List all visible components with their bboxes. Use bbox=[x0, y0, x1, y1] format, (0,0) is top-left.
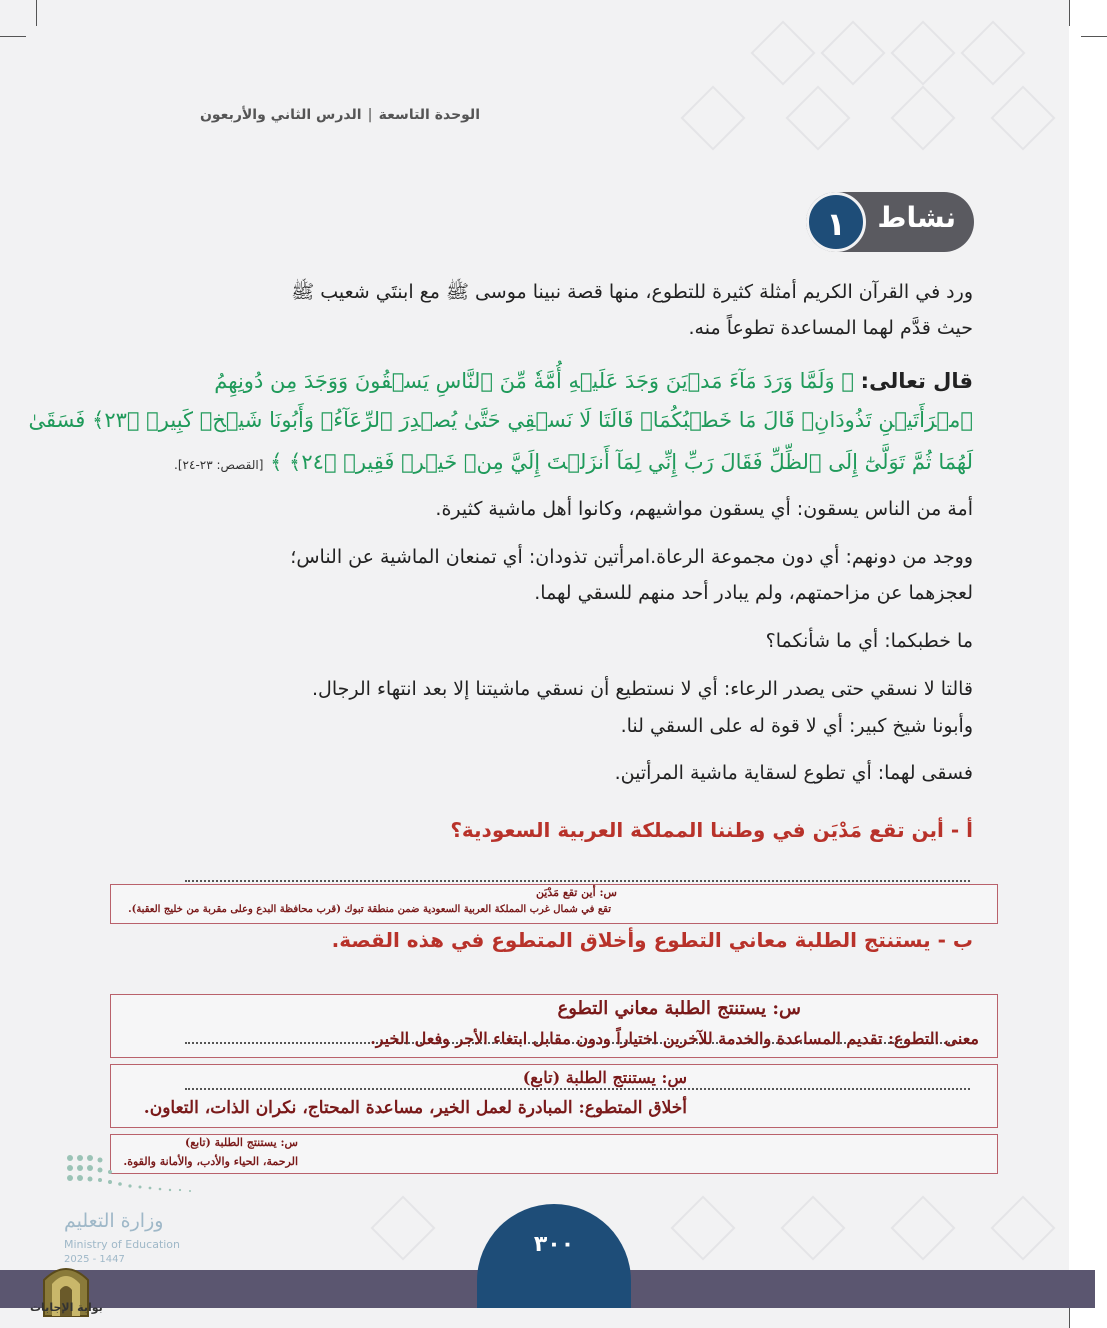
activity-number: ١ bbox=[806, 192, 866, 252]
answer-box-b1 bbox=[110, 994, 998, 1058]
quran-verse-2: ٱمۡرَأَتَيۡنِ تَذُودَانِۖ قَالَ مَا خَطۡبُكُمَاۖ قَالَتَا لَا نَسۡقِي حَتَّىٰ يُصۡدِرَ ٱلرِّعَآءُۖ وَأَبُونَا شَيۡخٞ كَبِيرٞ ﴿٢٣﴾ فَسَقَىٰ bbox=[28, 408, 973, 432]
question-b: ب - يستنتج الطلبة معاني التطوع وأخلاق المتطوع في هذه القصة. bbox=[331, 928, 973, 952]
crop-mark bbox=[1069, 0, 1070, 26]
quran-line-1 bbox=[214, 361, 973, 401]
bg-pattern-diamond bbox=[750, 20, 815, 85]
answer-b3-title: س: يستنتج الطلبة (تابع) bbox=[185, 1136, 298, 1149]
watermark-text: بوابة الإجابات bbox=[30, 1301, 103, 1314]
explanation-5: وأبونا شيخ كبير: أي لا قوة له على السقي لنا. bbox=[620, 715, 973, 737]
explanation-4: قالتا لا نسقي حتى يصدر الرعاء: أي لا نستطيع أن نسقي ماشيتنا إلا بعد انتهاء الرجال. bbox=[312, 678, 973, 700]
quran-line-2 bbox=[28, 400, 973, 440]
bg-pattern-diamond bbox=[960, 20, 1025, 85]
quran-verse-3: لَهُمَا ثُمَّ تَوَلَّىٰٓ إِلَى ٱلظِّلِّ فَقَالَ رَبِّ إِنِّي لِمَآ أَنزَلۡتَ إِلَيَّ مِنۡ خَيۡرٖ فَقِيرٞ ﴿٢٤﴾ ﴾ bbox=[270, 450, 973, 474]
answer-b2-text: أخلاق المتطوع: المبادرة لعمل الخير، مساعدة المحتاج، نكران الذات، التعاون. bbox=[143, 1098, 687, 1118]
header-separator: | bbox=[367, 107, 373, 123]
page-margin-strip bbox=[1069, 0, 1107, 1328]
answer-line bbox=[185, 1088, 970, 1090]
question-a: أ - أين تقع مَدْيَن في وطننا المملكة العربية السعودية؟ bbox=[450, 818, 973, 842]
answer-line bbox=[185, 880, 970, 882]
activity-label: نشاط bbox=[877, 201, 956, 234]
quran-verse-1: ﴿ وَلَمَّا وَرَدَ مَآءَ مَدۡيَنَ وَجَدَ عَلَيۡهِ أُمَّةٗ مِّنَ ٱلنَّاسِ يَسۡقُونَ وَوَجَدَ مِن دُونِهِمُ bbox=[214, 369, 854, 393]
answer-b2-title: س: يستنتج الطلبة (تابع) bbox=[522, 1068, 687, 1087]
intro-line-2: حيث قدَّم لهما المساعدة تطوعاً منه. bbox=[688, 317, 973, 339]
bg-pattern-diamond bbox=[990, 1195, 1055, 1260]
answer-b1-title: س: يستنتج الطلبة معاني التطوع bbox=[557, 998, 801, 1019]
page-header bbox=[150, 107, 480, 123]
bg-pattern-diamond bbox=[820, 20, 885, 85]
quran-lead: قال تعالى: bbox=[860, 369, 973, 393]
answer-b1-text: معنى التطوع: تقديم المساعدة والخدمة للآخرين اختياراً ودون مقابل ابتغاء الأجر وفعل الخير. bbox=[370, 1029, 979, 1048]
answer-a-text: تقع في شمال غرب المملكة العربية السعودية ضمن منطقة تبوك (قرب محافظة البدع وعلى مقربة من خليج العقبة). bbox=[128, 904, 611, 915]
activity-badge bbox=[806, 192, 974, 252]
bg-pattern-diamond bbox=[990, 85, 1055, 150]
crop-mark bbox=[0, 36, 26, 37]
explanation-2-line-1: ووجد من دونهم: أي دون مجموعة الرعاة.امرأتين تذودان: أي تمنعان الماشية عن الناس؛ bbox=[290, 546, 973, 568]
header-lesson: الدرس الثاني والأربعون bbox=[199, 107, 362, 123]
ministry-year: 2025 - 1447 bbox=[64, 1254, 125, 1265]
answer-b3-text: الرحمة، الحياء والأدب، والأمانة والقوة. bbox=[123, 1155, 298, 1168]
explanation-1: أمة من الناس يسقون: أي يسقون مواشيهم، وكانوا أهل ماشية كثيرة. bbox=[435, 498, 973, 520]
quran-line-3 bbox=[174, 442, 973, 485]
explanation-6: فسقى لهما: أي تطوع لسقاية ماشية المرأتين. bbox=[614, 762, 973, 784]
explanation-2-line-2: لعجزهما عن مزاحمتهم، ولم يبادر أحد منهم للسقي لهما. bbox=[534, 582, 973, 604]
bg-pattern-diamond bbox=[890, 85, 955, 150]
explanation-3: ما خطبكما: أي ما شأنكما؟ bbox=[765, 630, 973, 652]
ministry-name-en: Ministry of Education bbox=[64, 1238, 181, 1251]
bg-pattern-diamond bbox=[890, 1195, 955, 1260]
header-unit: الوحدة التاسعة bbox=[378, 107, 480, 123]
ministry-logo-icon bbox=[64, 1152, 204, 1198]
bg-pattern-diamond bbox=[370, 1195, 435, 1260]
answer-a-title: س: أين تقع مَدْيَن bbox=[535, 886, 617, 899]
page-number: ٣٠٠ bbox=[533, 1232, 575, 1257]
ministry-name-ar: وزارة التعليم bbox=[64, 1210, 164, 1232]
crop-mark bbox=[36, 0, 37, 26]
bg-pattern-diamond bbox=[785, 85, 850, 150]
quran-reference: [القصص: ٢٣-٢٤]. bbox=[174, 458, 264, 472]
intro-line-1: ورد في القرآن الكريم أمثلة كثيرة للتطوع، منها قصة نبينا موسى ﷺ مع ابنتَي شعيب ﷺ bbox=[291, 281, 973, 303]
bg-pattern-diamond bbox=[890, 20, 955, 85]
bg-pattern-diamond bbox=[670, 1195, 735, 1260]
bg-pattern-diamond bbox=[680, 85, 745, 150]
crop-mark bbox=[1081, 36, 1107, 37]
bg-pattern-diamond bbox=[780, 1195, 845, 1260]
